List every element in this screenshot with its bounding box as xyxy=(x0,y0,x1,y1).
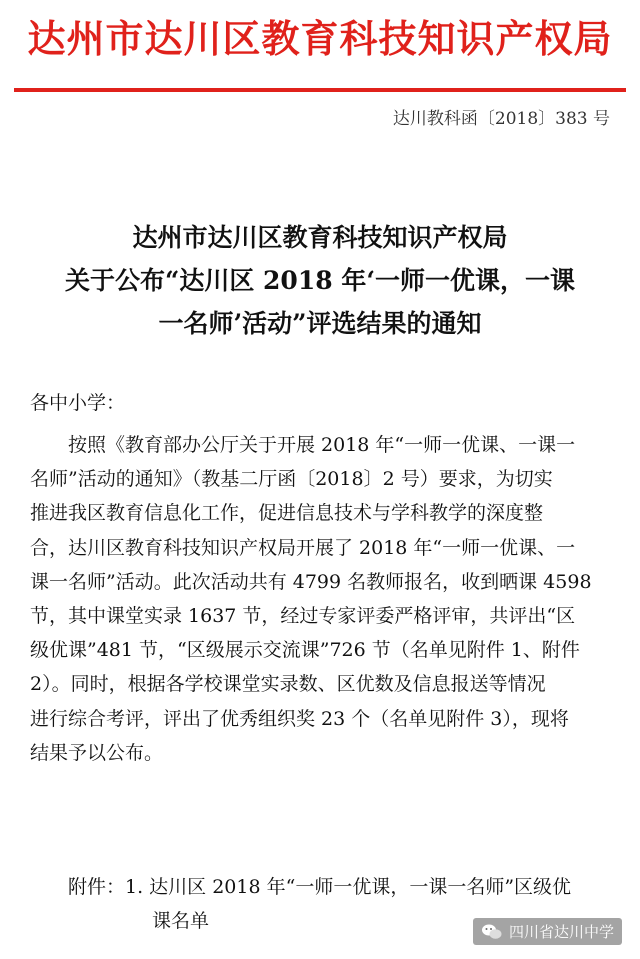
body-line: 名师”活动的通知》（教基二厅函〔2018〕2 号）要求，为切实 xyxy=(30,468,553,491)
body-line: 级优课”481 节，“区级展示交流课”726 节（名单见附件 1、附件 xyxy=(30,639,580,662)
wechat-icon xyxy=(481,923,503,941)
document-number: 达川教科函〔2018〕383 号 xyxy=(392,109,610,129)
body-line: 按照《教育部办公厅关于开展 2018 年“一师一优课、一课一 xyxy=(30,434,576,456)
salutation: 各中小学： xyxy=(30,392,126,414)
title-line: 达州市达川区教育科技知识产权局 xyxy=(132,223,508,252)
source-watermark xyxy=(473,918,622,945)
title-line: 一名师’活动”评选结果的通知 xyxy=(158,309,482,338)
body-line: 课一名师”活动。此次活动共有 4799 名教师报名，收到晒课 4598 xyxy=(30,570,592,593)
body-line: 结果予以公布。 xyxy=(30,741,164,764)
title-line: 关于公布“达川区 2018 年‘一师一优课，一课 xyxy=(64,266,576,295)
issuer-header: 达州市达川区教育科技知识产权局 xyxy=(27,17,613,61)
body-line: 进行综合考评，评出了优秀组织奖 23 个（名单见附件 3），现将 xyxy=(30,707,569,730)
body-line: 合，达川区教育科技知识产权局开展了 2018 年“一师一优课、一 xyxy=(30,536,576,559)
body-line: 推进我区教育信息化工作，促进信息技术与学科教学的深度整 xyxy=(30,502,544,525)
watermark-text: 四川省达川中学 xyxy=(508,923,614,941)
attachment-line-2: 课名单 xyxy=(152,910,210,932)
body-paragraph xyxy=(30,428,620,770)
attachment-line-1: 附件：1. 达川区 2018 年“一师一优课，一课一名师”区级优 xyxy=(68,876,572,898)
notice-title xyxy=(0,216,640,345)
body-line: 节，其中课堂实录 1637 节，经过专家评委严格评审，共评出“区 xyxy=(30,605,576,628)
body-line: 2）。同时，根据各学校课堂实录数、区优数及信息报送等情况 xyxy=(30,673,546,696)
header-red-rule xyxy=(14,88,626,92)
